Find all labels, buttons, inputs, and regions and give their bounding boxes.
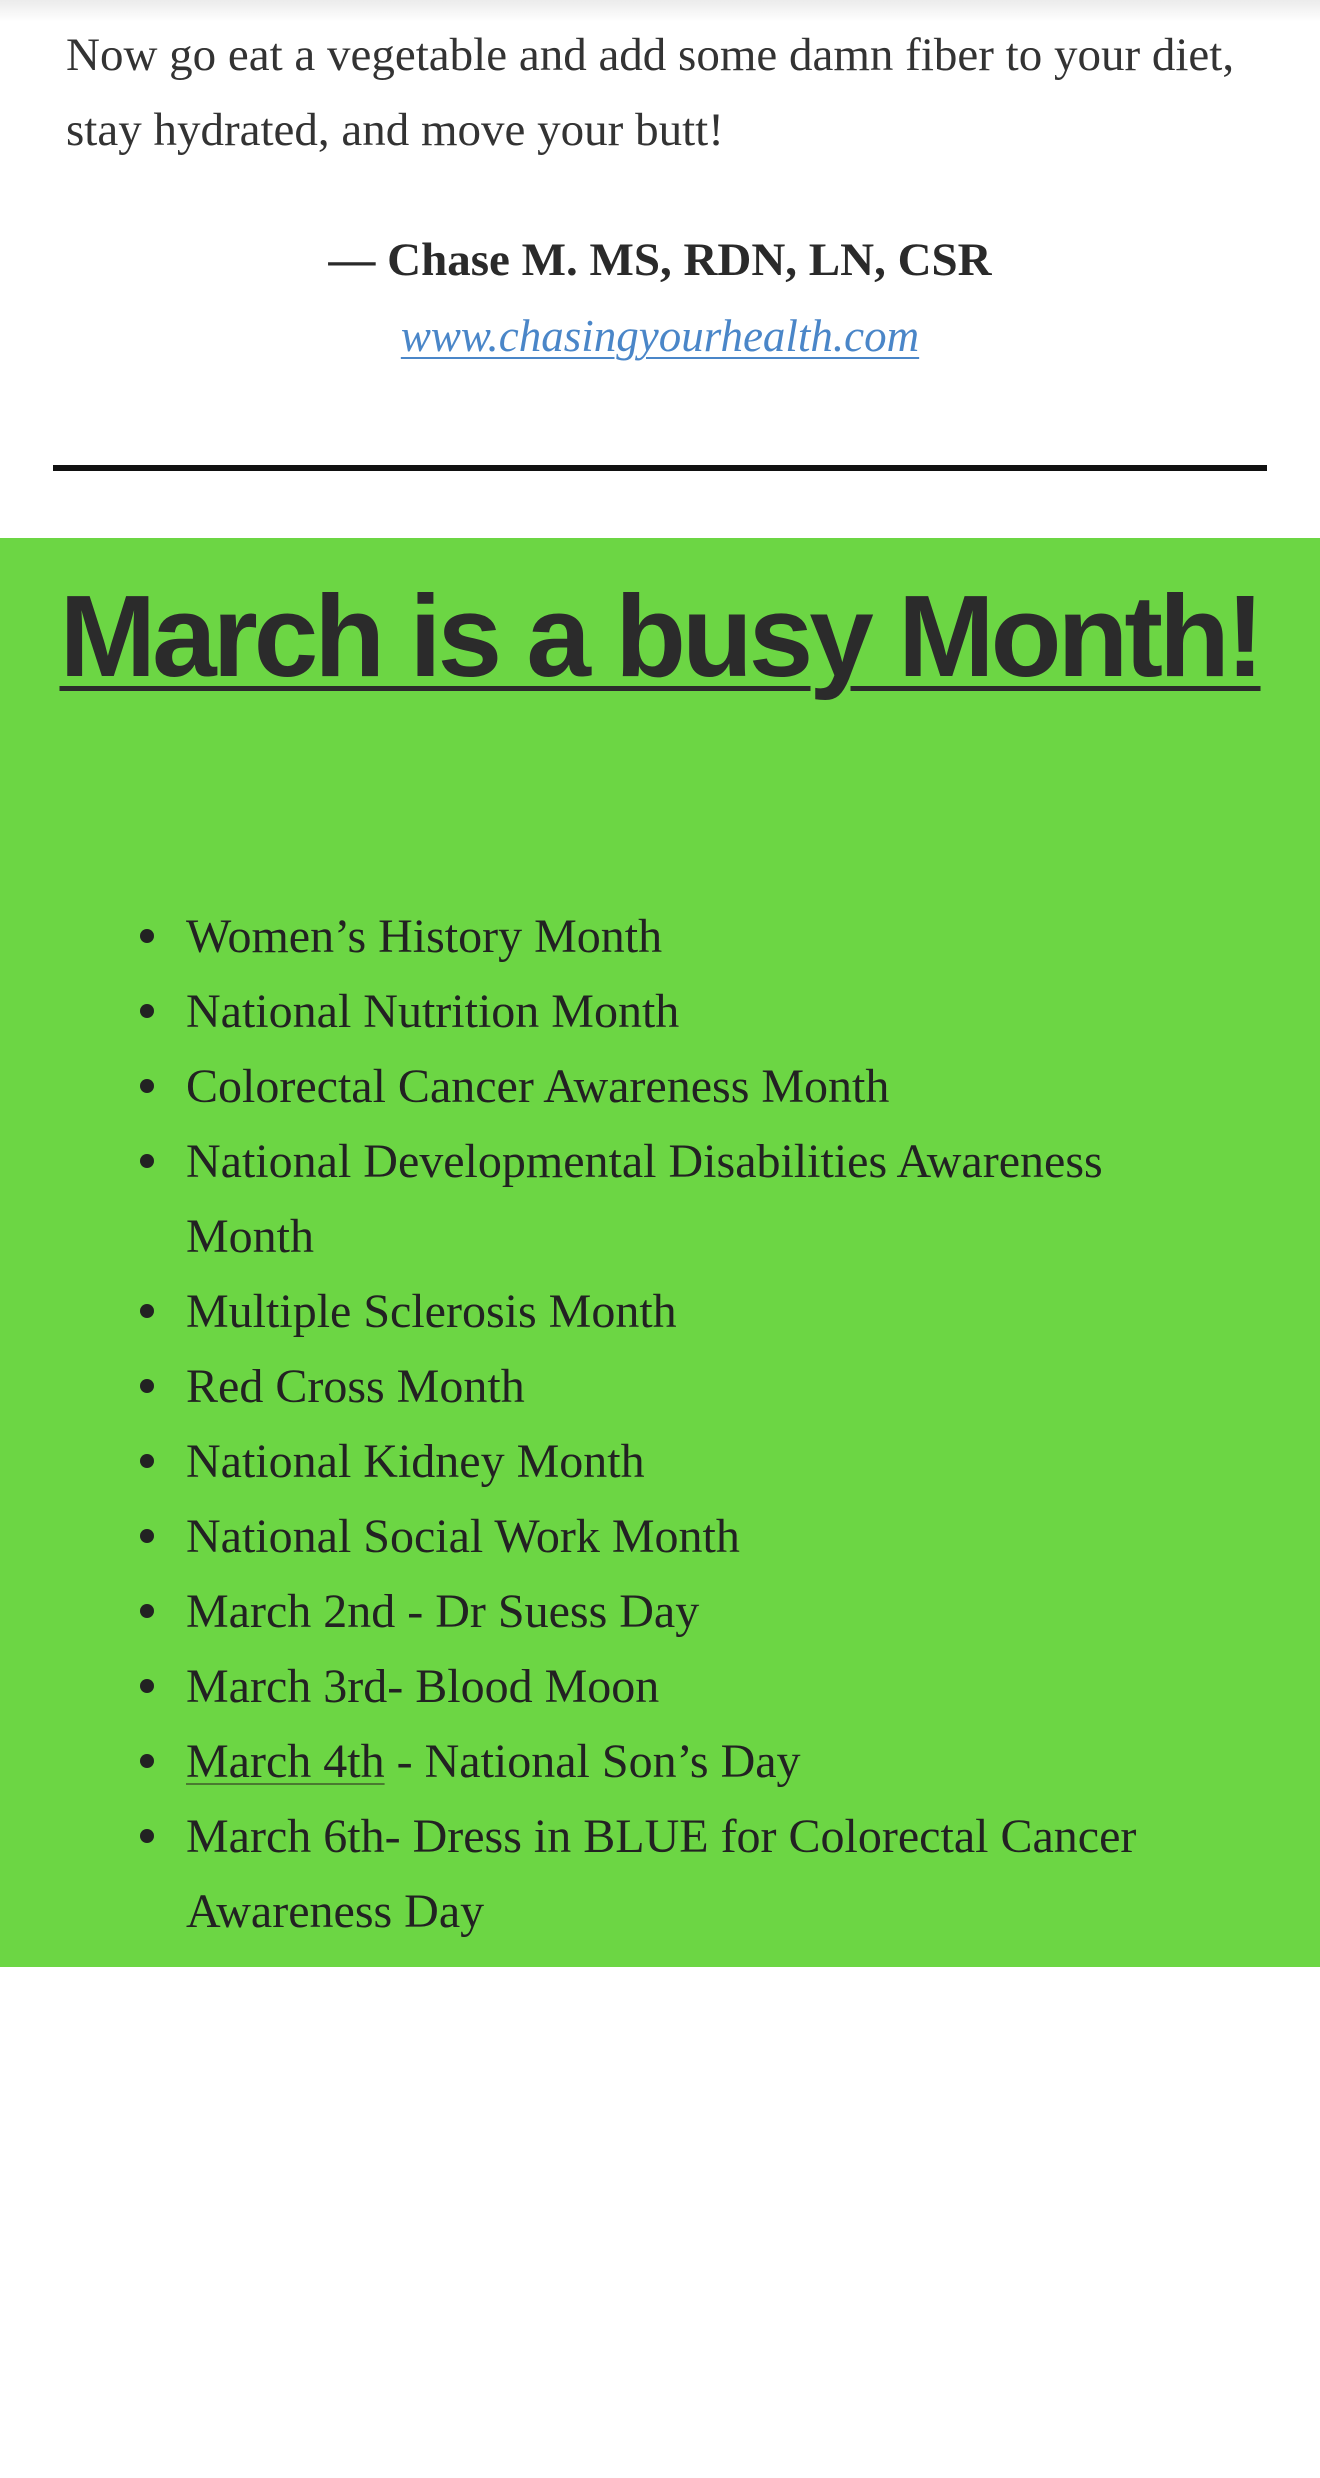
list-item-text: Women’s History Month bbox=[186, 910, 663, 963]
website-link[interactable]: www.chasingyourhealth.com bbox=[400, 311, 920, 361]
list-item bbox=[186, 1349, 1226, 1424]
closing-paragraph: Now go eat a vegetable and add some damn fiber to your diet, stay hydrated, and move your butt! bbox=[66, 29, 1235, 156]
events-list bbox=[186, 899, 1226, 1949]
list-item bbox=[186, 1424, 1226, 1499]
list-item bbox=[186, 1724, 1226, 1799]
list-item-text: March 2nd - Dr Suess Day bbox=[186, 1585, 700, 1638]
scrollbar-thumb[interactable] bbox=[1306, 2263, 1312, 2478]
list-item-text: March 3rd- Blood Moon bbox=[186, 1660, 660, 1713]
list-item bbox=[186, 1574, 1226, 1649]
list-item bbox=[186, 1049, 1226, 1124]
list-item-text: Colorectal Cancer Awareness Month bbox=[186, 1060, 890, 1113]
list-item-text: National Nutrition Month bbox=[186, 985, 680, 1038]
section-divider bbox=[53, 465, 1267, 471]
list-item bbox=[186, 1499, 1226, 1574]
list-item-text: Red Cross Month bbox=[186, 1360, 525, 1413]
list-item bbox=[186, 1799, 1226, 1949]
section-heading bbox=[0, 566, 1320, 706]
list-item-text: National Kidney Month bbox=[186, 1435, 645, 1488]
list-item bbox=[186, 899, 1226, 974]
author-signature: — Chase M. MS, RDN, LN, CSR bbox=[328, 234, 992, 286]
section-heading-text: March is a busy Month! bbox=[59, 571, 1261, 701]
website-link-container bbox=[0, 304, 1320, 368]
list-item-text: Multiple Sclerosis Month bbox=[186, 1285, 677, 1338]
list-item-text: National Developmental Disabilities Awareness Month bbox=[186, 1135, 1103, 1263]
list-item-date-link[interactable]: March 4th bbox=[186, 1735, 385, 1788]
list-item bbox=[186, 974, 1226, 1049]
list-item-text: National Social Work Month bbox=[186, 1510, 740, 1563]
list-item bbox=[186, 1649, 1226, 1724]
list-item-text: March 6th- Dress in BLUE for Colorectal Cancer Awareness Day bbox=[186, 1810, 1137, 1938]
list-item-text: - National Son’s Day bbox=[384, 1735, 801, 1788]
list-item bbox=[186, 1274, 1226, 1349]
list-item bbox=[186, 1124, 1226, 1274]
march-events-section bbox=[0, 538, 1320, 1967]
